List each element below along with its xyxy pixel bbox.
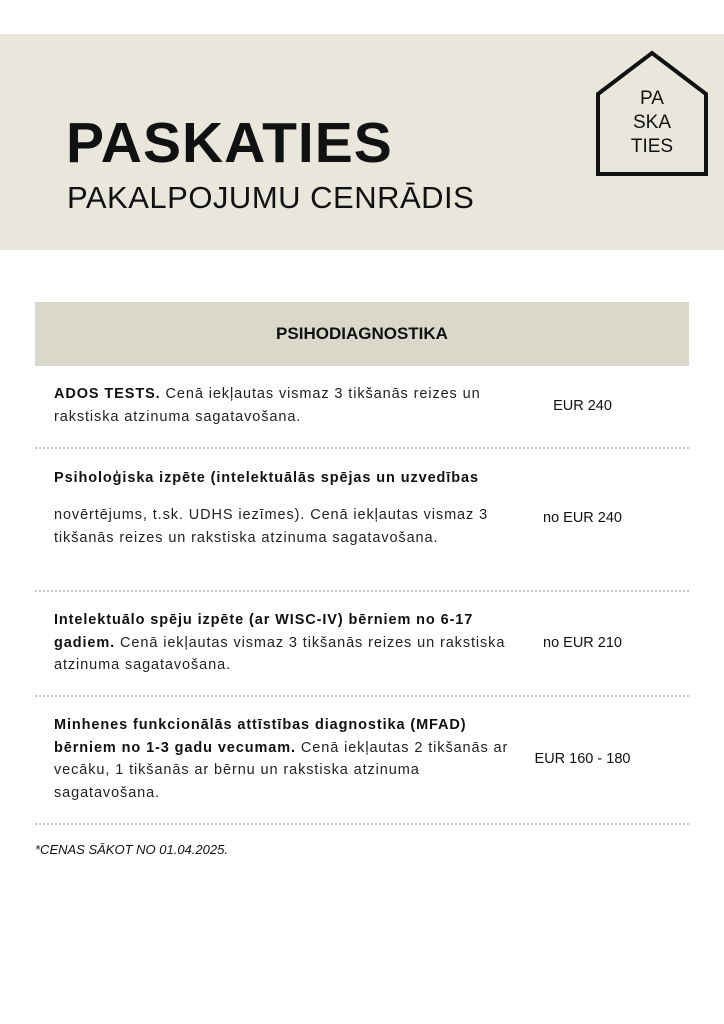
row-divider [35, 590, 689, 592]
service-details: Cenā iekļautas vismaz 3 tikšanās reizes un rakstiska atzinuma sagatavošana. [54, 634, 506, 673]
logo-text [596, 87, 708, 159]
service-name: Psiholoģiska izpēte (intelektuālās spējas un uzvedības [54, 470, 479, 486]
logo-line: SKA [632, 112, 672, 133]
service-name: Intelektuālo spēju izpēte (ar WISC-IV) bērniem no 6-17 gadiem. [54, 612, 474, 651]
service-price: EUR 240 [553, 398, 612, 414]
logo-line: PA [640, 88, 664, 109]
service-description [54, 714, 524, 804]
service-price: EUR 160 - 180 [534, 751, 631, 767]
section-heading: PSIHODIAGNOSTIKA [35, 302, 689, 366]
row-divider [35, 695, 689, 697]
service-price: no EUR 240 [543, 510, 622, 526]
service-price: no EUR 210 [543, 635, 622, 651]
service-details: novērtējums, t.sk. UDHS iezīmes). Cenā iekļautas vismaz 3 tikšanās reizes un rakstiska atzinuma sagatavošana. [54, 507, 489, 546]
page-subtitle: PAKALPOJUMU CENRĀDIS [67, 180, 475, 215]
service-name: ADOS TESTS. [54, 386, 161, 402]
service-description [54, 609, 524, 677]
brand-title: PASKATIES [66, 111, 393, 175]
row-divider [35, 823, 689, 825]
logo-line: TIES [630, 136, 674, 157]
service-details: Cenā iekļautas vismaz 3 tikšanās reizes un rakstiska atzinuma sagatavošana. [54, 386, 481, 425]
service-details: Cenā iekļautas 2 tikšanās ar vecāku, 1 tikšanās ar bērnu un rakstiska atzinuma sagatavošana. [54, 739, 509, 801]
service-name: Minhenes funkcionālās attīstības diagnostika (MFAD) bērniem no 1-3 gadu vecumam. [54, 717, 467, 756]
price-footnote: *CENAS SĀKOT NO 01.04.2025. [35, 842, 228, 857]
service-description [54, 383, 524, 428]
row-divider [35, 447, 689, 449]
